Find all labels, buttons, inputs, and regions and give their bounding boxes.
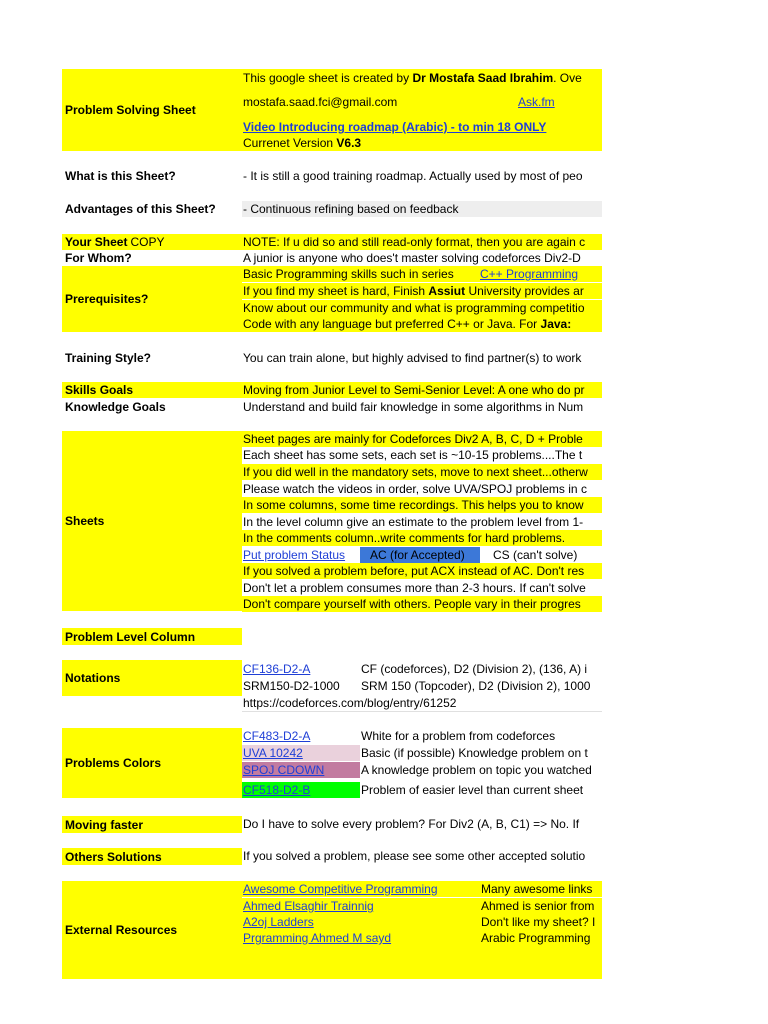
cpp-programming-link[interactable]: C++ Programming [480, 267, 579, 281]
label-moving-faster [62, 816, 242, 833]
color-desc: White for a problem from codeforces [361, 729, 556, 743]
external-desc: Many awesome links [481, 882, 593, 896]
sheets-line-9 [242, 580, 602, 596]
your-sheet-text: Your Sheet [65, 235, 128, 249]
prereq-text: If you find my sheet is hard, Finish [243, 284, 429, 298]
external-link[interactable]: Ahmed Elsaghir Trainnig [243, 899, 374, 913]
label-problem-solving-sheet [62, 69, 242, 151]
label-text: Others Solutions [65, 849, 162, 864]
label-your-sheet [62, 234, 242, 250]
training-text [242, 350, 602, 366]
color-code-link[interactable]: CF483-D2-A [243, 729, 311, 743]
copy-link[interactable]: COPY [130, 235, 165, 249]
external-link[interactable]: Prgramming Ahmed M sayd [243, 931, 392, 945]
sheets-line-7 [242, 530, 602, 546]
for-whom-value: A junior is anyone who does't master solving codeforces Div2-D [243, 251, 581, 265]
sheets-text: Don't let a problem consumes more than 2-3 hours. If can't solve [243, 581, 586, 595]
color-desc: Problem of easier level than current sheet [361, 783, 584, 797]
notation-url[interactable]: https://codeforces.com/blog/entry/61252 [243, 696, 457, 710]
label-sheets [62, 431, 242, 611]
advantages-text [242, 201, 602, 217]
external-row [242, 881, 602, 897]
prereq-line-3 [242, 300, 602, 316]
prereq-text: Know about our community and what is programming competitio [243, 301, 585, 315]
external-desc: Arabic Programming [481, 931, 591, 945]
external-row [242, 898, 602, 914]
external-filler [242, 946, 602, 979]
label-advantages [62, 201, 242, 217]
external-link[interactable]: Awesome Competitive Programming [243, 882, 438, 896]
prereq-line-4 [242, 316, 602, 332]
video-link[interactable]: Video Introducing roadmap (Arabic) - to min 18 ONLY [243, 120, 547, 134]
label-text: Notations [65, 671, 121, 685]
training-value: You can train alone, but highly advised to find partner(s) to work [243, 351, 582, 365]
others-text [242, 848, 602, 864]
email-text: mostafa.saad.fci@gmail.com [243, 95, 398, 109]
prereq-line-2 [242, 283, 602, 299]
prereq-line-1 [242, 266, 602, 282]
label-prerequisites [62, 266, 242, 332]
label-text: Advantages of this Sheet? [65, 202, 216, 216]
color-code-link[interactable]: SPOJ CDOWN [242, 762, 360, 778]
sheets-line-8 [242, 563, 602, 579]
external-row [242, 930, 602, 946]
video-line [242, 119, 602, 135]
assiut-text: Assiut [428, 284, 466, 298]
external-row [242, 914, 602, 930]
label-notations [62, 660, 242, 696]
sheets-line-3 [242, 464, 602, 480]
sheets-line-6 [242, 514, 602, 530]
moving-value: Do I have to solve every problem? For Div2 (A, B, C1) => No. If [243, 817, 580, 831]
notation-url-line [242, 695, 602, 712]
label-others-solutions [62, 848, 242, 865]
version-number: V6.3 [336, 136, 362, 150]
external-link[interactable]: A2oj Ladders [243, 915, 314, 929]
your-sheet-note [242, 234, 602, 250]
sheets-line-4 [242, 481, 602, 497]
moving-text [242, 816, 602, 832]
sheets-text: Sheet pages are mainly for Codeforces Div2 A, B, C, D + Proble [243, 432, 583, 446]
label-text: What is this Sheet? [65, 169, 176, 183]
version-line [242, 135, 602, 151]
sheets-line-2 [242, 447, 602, 463]
label-skills-goals [62, 382, 242, 398]
author-name: Dr Mostafa Saad Ibrahim [412, 71, 554, 85]
label-training-style [62, 350, 242, 366]
askfm-link[interactable]: Ask.fm [518, 95, 555, 109]
sheets-text: In the comments column..write comments for hard problems. [243, 531, 566, 545]
prereq-text: Basic Programming skills such in series [243, 267, 454, 281]
color-code-link[interactable]: CF518-D2-B [242, 782, 360, 798]
label-what-is-sheet [62, 168, 242, 184]
skills-text [242, 382, 602, 398]
label-problem-level-column [62, 628, 242, 645]
prereq-text: Code with any language but preferred C++ or Java. For [243, 317, 541, 331]
color-code-link[interactable]: UVA 10242 [242, 745, 360, 761]
version-pre: Currenet Version [243, 136, 337, 150]
knowledge-value: Understand and build fair knowledge in some algorithms in Num [243, 400, 584, 414]
contact-line [242, 94, 602, 110]
what-text-value: - It is still a good training roadmap. Actually used by most of peo [243, 169, 583, 183]
for-whom-text [242, 250, 602, 266]
label-for-whom [62, 250, 242, 266]
sheets-line-5 [242, 497, 602, 513]
color-row [242, 728, 602, 744]
sheets-text: Each sheet has some sets, each set is ~10-15 problems....The t [243, 448, 583, 462]
notation-desc: SRM 150 (Topcoder), D2 (Division 2), 1000 [361, 679, 591, 693]
label-text: Problem Level Column [65, 629, 196, 644]
label-text: For Whom? [65, 251, 132, 265]
notation-desc: CF (codeforces), D2 (Division 2), (136, A) i [361, 662, 588, 676]
sheets-text: If you solved a problem before, put ACX instead of AC. Don't res [243, 564, 585, 578]
label-text: Problem Solving Sheet [65, 103, 196, 117]
label-text: Skills Goals [65, 383, 134, 397]
intro-line [242, 70, 602, 86]
others-value: If you solved a problem, please see some other accepted solutio [243, 849, 586, 863]
notation-code-link[interactable]: CF136-D2-A [243, 662, 311, 676]
label-text: Training Style? [65, 351, 152, 365]
label-text: Problems Colors [65, 756, 162, 770]
sheets-text: Please watch the videos in order, solve UVA/SPOJ problems in c [243, 482, 587, 496]
external-desc: Don't like my sheet? I [481, 915, 596, 929]
label-text: Prerequisites? [65, 292, 149, 306]
sheets-text: If you did well in the mandatory sets, move to next sheet...otherw [243, 465, 588, 479]
color-row [242, 782, 602, 798]
external-desc: Ahmed is senior from [481, 899, 595, 913]
notation-code: SRM150-D2-1000 [243, 679, 340, 693]
sheets-text: In some columns, some time recordings. This helps you to know [243, 498, 584, 512]
sheets-line-1 [242, 431, 602, 447]
label-knowledge-goals [62, 399, 242, 415]
knowledge-text [242, 399, 602, 415]
sheets-text: In the level column give an estimate to the problem level from 1- [243, 515, 584, 529]
sheets-text: Don't compare yourself with others. People vary in their progres [243, 597, 581, 611]
skills-value: Moving from Junior Level to Semi-Senior Level: A one who do pr [243, 383, 585, 397]
what-text [242, 168, 602, 184]
advantages-text-value: - Continuous refining based on feedback [243, 202, 459, 216]
label-text: Sheets [65, 514, 105, 528]
notation-row [242, 678, 602, 694]
intro-pre: This google sheet is created by [243, 71, 413, 85]
label-external-resources [62, 881, 242, 979]
label-text: Knowledge Goals [65, 400, 166, 414]
prereq-text-post: University provides ar [465, 284, 584, 298]
label-text: Moving faster [65, 817, 144, 832]
notation-row [242, 661, 602, 677]
intro-post: . Ove [553, 71, 582, 85]
java-text: Java: [540, 317, 572, 331]
status-line [242, 547, 602, 563]
color-row [242, 745, 602, 761]
color-desc: A knowledge problem on topic you watched [361, 763, 592, 777]
color-row [242, 762, 602, 778]
ac-status-badge: AC (for Accepted) [360, 547, 480, 563]
label-text: External Resources [65, 923, 178, 937]
label-problems-colors [62, 728, 242, 798]
note-text: NOTE: If u did so and still read-only format, then you are again c [243, 235, 586, 249]
color-desc: Basic (if possible) Knowledge problem on t [361, 746, 588, 760]
put-problem-status-link[interactable]: Put problem Status [243, 548, 346, 562]
cs-status-text: CS (can't solve) [493, 548, 578, 562]
sheets-line-10 [242, 596, 602, 612]
